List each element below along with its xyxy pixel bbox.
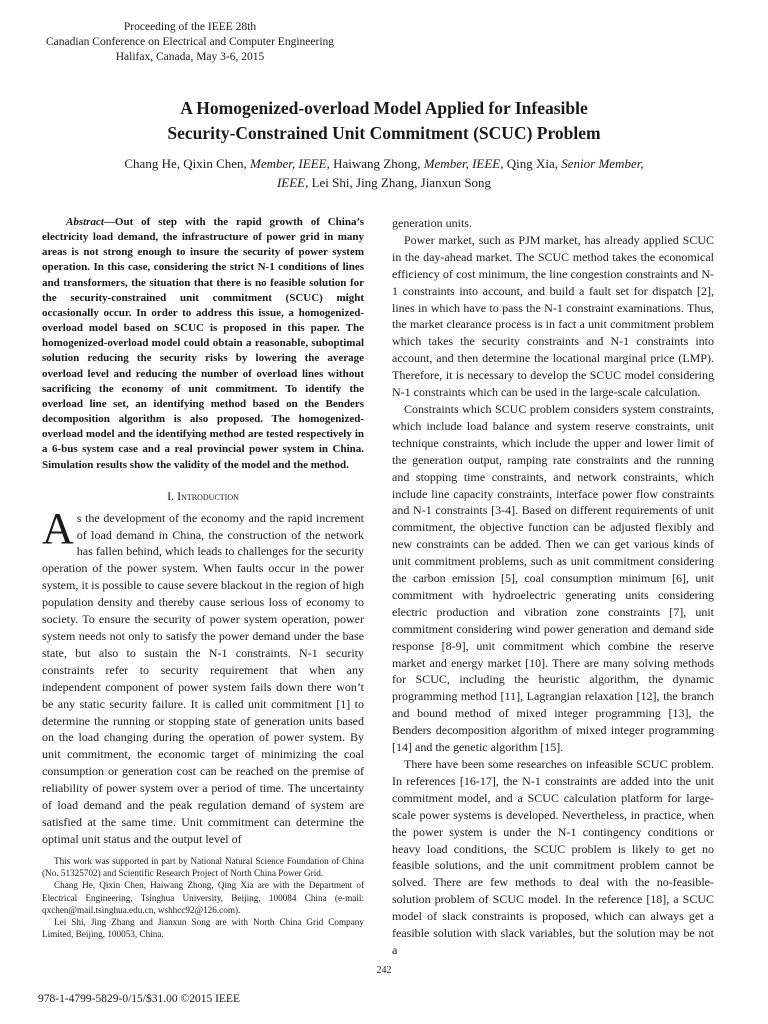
intro-text: s the development of the economy and the rapid increment of load demand in China, the construction of the network has fallen behind, which leads to challenges for the security operation of the power system. When faults occur in the power system, it is possible to cause severe blackout in the region of high population density and thereby cause serious loss of economy to society. To ensure the security of power system operation, power system needs not only to satisfy the power demand under the base state, but also to sustain the N-1 constraints. N-1 security constraints refer to security requirement that when any independent component of power system fails down there won’t be any static security failure. It is called unit commitment [1] to determine the running or stopping state of generation units based on the load changing during the operation of power system. By unit commitment, the economic target of minimizing the coal consumption or generation cost can be reached on the premise of reliability of power system over a period of time. The uncertainty of load demand and the peak regulation demand of system are satisfied at the same time. Unit commitment can determine the optimal unit status and the output level of — [42, 510, 364, 846]
body-paragraph: Constraints which SCUC problem considers system constraints, which include load balance and system reserve constraints, unit technique constraints, which include the upper and lower limit of the generation output, ramping rate constraints and the running and stopping time constraints, and network constraints, which include line capacity constraints, interface power flow constraints and N-1 constraints [3-4]. Based on different requirements of unit commitment, the objective function can be adjusted flexibly and new constraints can be added. Then we can get various kinds of unit commitment problems, such as unit commitment considering the carbon emission [5], coal consumption minimum [6], unit commitment with hydroelectric generating units considering electric production and vibration zone constraints [7], unit commitment considering wind power generation and demand side response [8-9], unit commitment which combine the reserve market and energy market [10]. There are many solving methods for SCUC, including the heuristic algorithm, the dynamic programming method [11], Lagrangian relaxation [12], the branch and bound method of mixed integer programming [13], the Benders decomposition algorithm of mixed integer programming [14] and the genetic algorithm [15]. — [392, 401, 714, 755]
author-line — [60, 173, 708, 192]
left-column — [42, 215, 364, 848]
title-line: A Homogenized-overload Model Applied for Infeasible — [180, 98, 588, 118]
body-paragraph: There have been some researches on infeasible SCUC problem. In references [16-17], the N-1 constraints are added into the unit commitment model, and a SCUC calculation platform for large-scale power systems is developed. Nevertheless, in practice, when the power system is under the N-1 contingency conditions or heavy load conditions, the SCUC problem is likely to get no feasible solutions, and the unit commitment problem cannot be solved. There are few methods to deal with the no-feasible-solution problem of SCUC model. In the reference [18], a SCUC model of slack constraints is proposed, which can always get a feasible solution with slack variables, but the solution may be not a — [392, 757, 714, 957]
abstract-label: Abstract — [66, 216, 104, 228]
author-line — [60, 154, 708, 173]
proceeding-line: Halifax, Canada, May 3-6, 2015 — [115, 51, 265, 63]
section-number: I. — [167, 488, 175, 503]
page-number: 242 — [376, 965, 392, 976]
footnote: Lei Shi, Jing Zhang and Jianxun Song are with North China Grid Company Limited, Beijing, 100053, China. — [42, 917, 364, 940]
section-title: Introduction — [177, 488, 239, 503]
proceeding-header — [20, 20, 360, 65]
author-names: Qing Xia, — [503, 156, 562, 171]
abstract — [42, 215, 364, 473]
author-membership: Member, IEEE, — [423, 156, 504, 171]
author-names: Haiwang Zhong, — [329, 156, 424, 171]
drop-cap: A — [42, 503, 74, 553]
author-membership: IEEE, — [276, 175, 309, 190]
footnotes — [42, 855, 364, 940]
footnote: This work was supported in part by National Natural Science Foundation of China (No. 51325702) and Scientific Research Project of North China Power Grid. — [42, 856, 364, 879]
author-names: Lei Shi, Jing Zhang, Jianxun Song — [308, 175, 492, 190]
author-membership: Senior Member, — [561, 156, 644, 171]
proceeding-line: Canadian Conference on Electrical and Computer Engineering — [45, 36, 335, 48]
intro-paragraph — [42, 503, 364, 848]
proceeding-line: Proceeding of the IEEE 28th — [123, 21, 257, 33]
body-paragraph: Power market, such as PJM market, has already applied SCUC in the day-ahead market. The SCUC method takes the economical efficiency of cost minimum, the line congestion constraints and N-1 constraints into account, and build a fault set for dispatch [2], lines in which have to pass the N-1 constraint examinations. Thus, the market clearance process is in fact a unit commitment problem which takes the security constraints and N-1 constraints into account, and then determine the locational marginal price (LMP). Therefore, it is necessary to develop the SCUC model considering N-1 constraints which can be used in the large-scale calculation. — [392, 232, 714, 400]
footnote: Chang He, Qixin Chen, Haiwang Zhong, Qing Xia are with the Department of Electrical Engineering, Tsinghua University, Beijing, 100084 China (e-mail: qxchen@mail.tsinghua.edu.cn, wshhcc92@126.com). — [42, 880, 364, 915]
section-heading — [42, 488, 364, 504]
isbn-copyright: 978-1-4799-5829-0/15/$31.00 ©2015 IEEE — [38, 993, 240, 1005]
author-membership: Member, IEEE, — [250, 156, 330, 171]
author-list — [60, 154, 708, 192]
abstract-text: —Out of step with the rapid growth of China’s electricity load demand, the infrastructure of power grid in many areas is not strong enough to insure the security of power system operation. In this case, considering the strict N-1 conditions of lines and transformers, the situation that there is no feasible solution for the security-constrained unit commitment (SCUC) might occasionally occur. In order to address this issue, a homogenized-overload model based on SCUC is proposed in this paper. The homogenized-overload model could obtain a reasonable, suboptimal solution reducing the security risks by lowering the average overload level and reducing the number of overload lines without sacrificing the economy of unit commitment. To identify the overload line set, an identifying method based on the Benders decomposition algorithm is also proposed. The homogenized-overload model and the identifying method are tested respectively in a 6-bus system case and a real provincial power system in China. Simulation results show the validity of the model and the method. — [42, 216, 364, 471]
author-names: Chang He, Qixin Chen, — [124, 156, 251, 171]
right-column — [392, 215, 714, 959]
body-paragraph: generation units. — [392, 216, 472, 230]
title-line: Security-Constrained Unit Commitment (SCUC) Problem — [167, 123, 601, 143]
paper-title — [0, 96, 768, 146]
